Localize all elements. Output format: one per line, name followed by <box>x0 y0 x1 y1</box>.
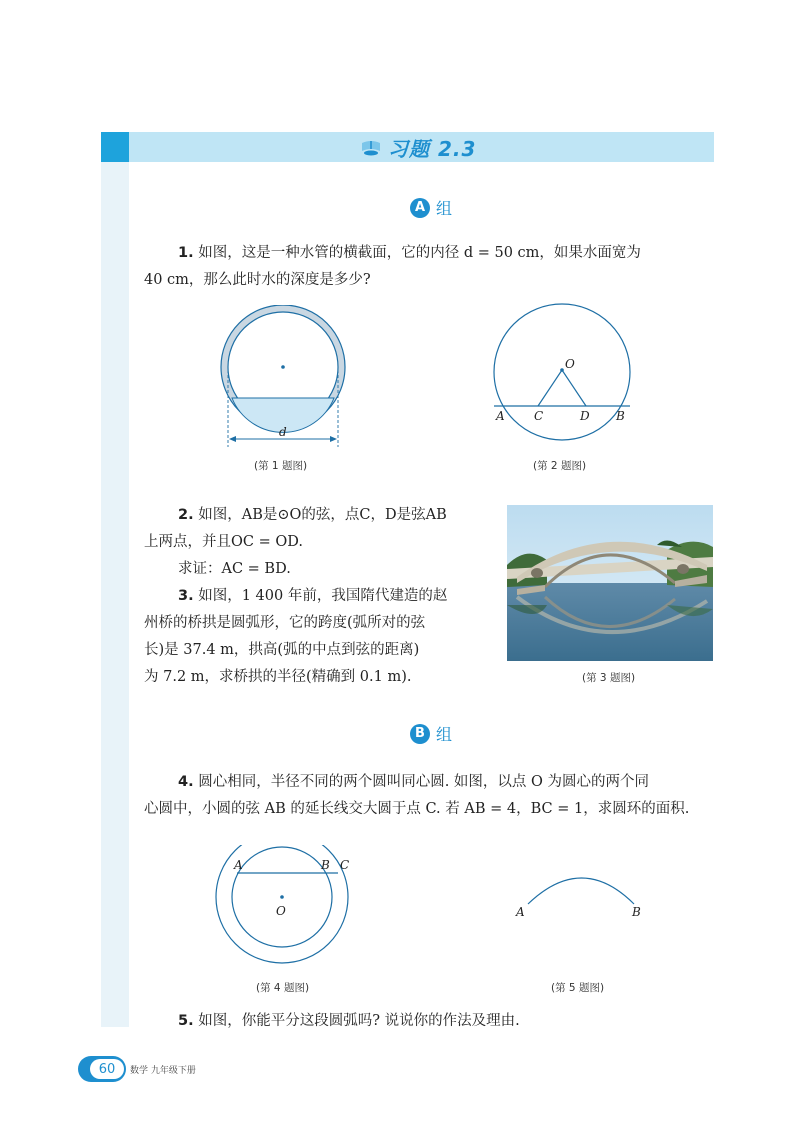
fig2-label-d: D <box>580 409 590 423</box>
figure-5-caption: (第 5 题图) <box>551 982 605 994</box>
problem-3-number: 3. <box>178 588 194 604</box>
page-title <box>360 134 476 160</box>
figure-2-circle <box>490 300 640 450</box>
problem-1-line1: 如图，这是一种水管的横截面，它的内径 d = 50 cm，如果水面宽为 <box>198 245 641 261</box>
problem-3 <box>178 583 498 610</box>
problem-3-cont <box>144 610 494 691</box>
figure-1-caption: (第 1 题图) <box>254 460 308 472</box>
problem-4-number: 4. <box>178 774 194 790</box>
problem-2-line2: 上两点，并且OC = OD. <box>144 534 303 550</box>
problem-2-number: 2. <box>178 507 194 523</box>
problem-1-number: 1. <box>178 245 194 261</box>
fig2-label-o: O <box>565 357 575 371</box>
title-text: 习题 2.3 <box>388 136 477 161</box>
problem-3-line4: 为 7.2 m，求桥拱的半径(精确到 0.1 m). <box>144 669 412 685</box>
problem-2-proof <box>178 556 478 583</box>
problem-5-text: 如图，你能平分这段圆弧吗? 说说你的作法及理由. <box>198 1013 520 1029</box>
problem-3-line1: 如图，1 400 年前，我国隋代建造的赵 <box>198 588 448 604</box>
left-margin-strip <box>101 132 129 1027</box>
fig5-arc-curve <box>528 878 634 904</box>
problem-4 <box>178 769 718 796</box>
problem-2-cont <box>144 529 484 556</box>
fig2-label-c: C <box>534 409 544 423</box>
title-bar-block <box>101 132 129 162</box>
problem-4-line2: 心圆中，小圆的弦 AB 的延长线交大圆于点 C. 若 AB = 4，BC = 1，求圆环的面积. <box>144 801 690 817</box>
fig4-label-a: A <box>234 858 243 872</box>
group-a-label: 组 <box>436 199 453 218</box>
problem-5 <box>178 1008 718 1035</box>
problem-3-line2: 州桥的桥拱是圆弧形，它的跨度(弧所对的弦 <box>144 615 426 631</box>
problem-1 <box>178 240 718 267</box>
problem-4-cont <box>144 796 719 823</box>
fig2-circle <box>494 304 630 440</box>
problem-5-number: 5. <box>178 1013 194 1029</box>
fig1-d-label: d <box>279 425 287 439</box>
group-b-heading <box>410 722 452 745</box>
figure-5-arc <box>510 870 650 930</box>
book-icon <box>360 137 382 157</box>
figure-4-concentric-circles <box>210 845 360 970</box>
fig5-label-b: B <box>632 905 641 919</box>
figure-1-pipe <box>205 305 365 455</box>
page-number: 60 <box>90 1059 124 1079</box>
footer-book-title: 数学 九年级下册 <box>130 1066 196 1076</box>
problem-2-line3: 求证：AC = BD. <box>178 561 291 577</box>
fig2-label-b: B <box>616 409 625 423</box>
fig2-label-a: A <box>496 409 505 423</box>
problem-2-line1: 如图，AB是⊙O的弦，点C，D是弦AB <box>198 507 447 523</box>
figure-4-caption: (第 4 题图) <box>256 982 310 994</box>
fig4-label-c: C <box>340 858 350 872</box>
problem-2 <box>178 502 498 529</box>
group-a-badge: A <box>410 198 430 218</box>
figure-2-caption: (第 2 题图) <box>533 460 587 472</box>
problem-1-line2: 40 cm，那么此时水的深度是多少? <box>144 272 371 288</box>
group-b-label: 组 <box>436 725 453 744</box>
problem-3-line3: 长)是 37.4 m，拱高(弧的中点到弦的距离) <box>144 642 420 658</box>
group-a-heading <box>410 196 452 219</box>
fig4-label-o: O <box>276 904 286 918</box>
problem-1-cont <box>144 267 704 294</box>
pipe-center-dot <box>281 365 285 369</box>
problem-4-line1: 圆心相同，半径不同的两个圆叫同心圆. 如图，以点 O 为圆心的两个同 <box>198 774 650 790</box>
figure-3-caption: (第 3 题图) <box>582 672 636 684</box>
figure-3-bridge-photo <box>507 505 713 661</box>
group-b-badge: B <box>410 724 430 744</box>
fig4-label-b: B <box>321 858 330 872</box>
fig5-label-a: A <box>516 905 525 919</box>
